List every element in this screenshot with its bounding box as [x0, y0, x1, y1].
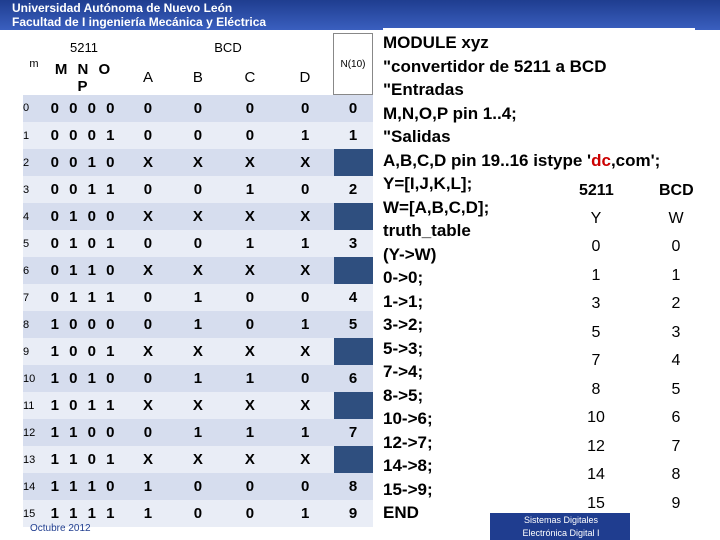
row-n10 [334, 149, 373, 176]
row-mnop: 1 0 1 1 [45, 392, 123, 419]
row-index: 10 [23, 365, 45, 392]
map-w-value: 7 [671, 437, 681, 455]
row-d: X [277, 446, 334, 473]
mapping-table [555, 178, 720, 518]
row-d: X [277, 203, 334, 230]
row-mnop: 1 1 0 1 [45, 446, 123, 473]
table-row [23, 284, 373, 311]
map-y-value: 5 [591, 323, 601, 341]
row-index: 13 [23, 446, 45, 473]
code-text: M,N,O,P pin 1..4; [383, 103, 517, 123]
header-d: D [277, 61, 334, 95]
row-index: 1 [23, 122, 45, 149]
row-d: 1 [277, 311, 334, 338]
map-y-label: Y [590, 210, 602, 227]
footer-course-1: Sistemas Digitales [523, 515, 599, 525]
code-text: 15->9; [383, 479, 433, 499]
row-n10: 5 [334, 311, 373, 338]
map-row [555, 238, 720, 264]
code-line [383, 56, 695, 78]
table-row [23, 230, 373, 257]
row-b: 0 [173, 122, 223, 149]
row-index: 12 [23, 419, 45, 446]
m-header: m [23, 34, 45, 95]
map-row [555, 324, 720, 350]
map-row [555, 381, 720, 407]
row-mnop: 1 1 0 0 [45, 419, 123, 446]
code-line [383, 32, 695, 54]
row-c: X [223, 149, 277, 176]
row-a: 0 [123, 365, 173, 392]
table-row [23, 203, 373, 230]
map-w-label: W [668, 210, 684, 227]
table-row [23, 446, 373, 473]
row-c: 0 [223, 500, 277, 527]
code-text: 0->0; [383, 268, 424, 287]
table-row [23, 338, 373, 365]
map-w-value: 2 [671, 295, 681, 312]
map-row [555, 409, 720, 435]
row-d: 1 [277, 230, 334, 257]
table-row [23, 365, 373, 392]
map-w-value: 4 [671, 352, 681, 369]
code-text: Y=[I,J,K,L]; [383, 174, 473, 193]
row-index: 5 [23, 230, 45, 257]
row-index: 6 [23, 257, 45, 284]
row-index: 7 [23, 284, 45, 311]
code-text: 5->3; [383, 338, 424, 358]
row-index: 9 [23, 338, 45, 365]
map-y-value: 0 [591, 238, 601, 255]
code-text: 10->6; [383, 409, 433, 428]
row-b: 1 [173, 311, 223, 338]
code-text: 14->8; [383, 456, 433, 475]
row-c: 0 [223, 311, 277, 338]
row-d: 0 [277, 365, 334, 392]
row-mnop: 0 0 1 0 [45, 149, 123, 176]
faculty-name: Facultad de I ingeniería Mecánica y Eléctrica [12, 15, 267, 29]
map-w-value: 3 [671, 323, 681, 341]
code-text: MODULE xyz [383, 33, 489, 52]
row-b: X [173, 392, 223, 419]
row-b: 1 [173, 365, 223, 392]
code-text: END [383, 503, 419, 522]
row-n10: 6 [334, 365, 373, 392]
code-dc-keyword: dc [591, 150, 611, 170]
footer-date: Octubre 2012 [30, 523, 91, 534]
row-b: X [173, 257, 223, 284]
row-b: 0 [173, 473, 223, 500]
row-index: 4 [23, 203, 45, 230]
code-text: A,B,C,D pin 19..16 istype ' [383, 150, 592, 170]
code-text: truth_table [383, 221, 471, 240]
map-row [555, 295, 720, 321]
code-line [383, 150, 695, 172]
row-n10 [334, 446, 373, 473]
code-text: (Y->W) [383, 244, 437, 264]
row-mnop: 0 1 0 1 [45, 230, 123, 257]
row-a: 0 [123, 419, 173, 446]
row-c: 1 [223, 230, 277, 257]
row-d: 0 [277, 95, 334, 123]
row-d: X [277, 257, 334, 284]
table-row [23, 122, 373, 149]
code-text: ,com'; [610, 150, 661, 170]
code-text: "convertidor de 5211 a BCD [383, 56, 607, 76]
row-mnop: 0 0 1 1 [45, 176, 123, 203]
row-n10: 3 [334, 230, 373, 257]
map-w-value: 9 [671, 494, 681, 512]
map-w-value: 6 [671, 409, 681, 426]
map-row [555, 466, 720, 492]
table-row [23, 419, 373, 446]
map-w-value: 1 [671, 266, 681, 284]
row-b: 1 [173, 284, 223, 311]
header-5211: 5211 [45, 34, 123, 61]
row-mnop: 0 1 0 0 [45, 203, 123, 230]
row-n10: 1 [334, 122, 373, 149]
row-a: 1 [123, 473, 173, 500]
row-c: 1 [223, 365, 277, 392]
row-d: X [277, 338, 334, 365]
map-y-value: 15 [587, 494, 605, 512]
map-row [555, 267, 720, 293]
row-c: X [223, 338, 277, 365]
row-d: X [277, 392, 334, 419]
table-row [23, 311, 373, 338]
table-row [23, 176, 373, 203]
row-a: 0 [123, 230, 173, 257]
code-text: 3->2; [383, 315, 424, 334]
row-b: X [173, 446, 223, 473]
code-text: 1->1; [383, 291, 424, 311]
truth-table [23, 33, 373, 527]
row-b: X [173, 338, 223, 365]
row-c: 0 [223, 473, 277, 500]
row-index: 3 [23, 176, 45, 203]
row-n10 [334, 203, 373, 230]
code-text: 12->7; [383, 432, 433, 452]
row-c: 0 [223, 122, 277, 149]
row-a: 1 [123, 500, 173, 527]
row-b: X [173, 203, 223, 230]
map-w-value: 5 [671, 380, 681, 398]
row-a: 0 [123, 284, 173, 311]
code-text: "Salidas [383, 127, 451, 146]
header-c: C [223, 61, 277, 95]
row-index: 2 [23, 149, 45, 176]
code-text: 7->4; [383, 362, 424, 381]
row-mnop: 1 1 1 1 [45, 500, 123, 527]
row-c: X [223, 446, 277, 473]
row-a: X [123, 149, 173, 176]
row-d: 0 [277, 473, 334, 500]
map-y-value: 1 [591, 266, 601, 284]
map-y-value: 3 [591, 295, 601, 312]
row-c: X [223, 257, 277, 284]
code-text: "Entradas [383, 80, 464, 99]
row-d: 0 [277, 176, 334, 203]
code-text: W=[A,B,C,D]; [383, 197, 490, 217]
row-d: 0 [277, 284, 334, 311]
row-c: 0 [223, 284, 277, 311]
row-n10 [334, 392, 373, 419]
code-line [383, 126, 695, 148]
row-n10: 8 [334, 473, 373, 500]
header-b: B [173, 61, 223, 95]
row-index: 11 [23, 392, 45, 419]
row-index: 14 [23, 473, 45, 500]
row-d: X [277, 149, 334, 176]
row-b: 0 [173, 230, 223, 257]
row-b: X [173, 149, 223, 176]
row-mnop: 0 0 0 0 [45, 95, 123, 123]
table-row [23, 149, 373, 176]
code-text: 8->5; [383, 385, 424, 405]
code-line [383, 79, 695, 101]
row-d: 1 [277, 419, 334, 446]
table-row [23, 257, 373, 284]
table-row [23, 392, 373, 419]
row-a: X [123, 338, 173, 365]
map-row [555, 352, 720, 378]
row-a: X [123, 203, 173, 230]
row-a: X [123, 392, 173, 419]
row-n10: 7 [334, 419, 373, 446]
header-bar [0, 0, 720, 30]
row-b: 0 [173, 500, 223, 527]
row-n10: 9 [334, 500, 373, 527]
row-n10: 4 [334, 284, 373, 311]
row-a: X [123, 257, 173, 284]
row-a: 0 [123, 122, 173, 149]
row-n10: 2 [334, 176, 373, 203]
map-w-value: 8 [671, 466, 681, 483]
row-n10 [334, 257, 373, 284]
header-a: A [123, 61, 173, 95]
row-mnop: 0 1 1 1 [45, 284, 123, 311]
row-a: 0 [123, 311, 173, 338]
row-n10 [334, 338, 373, 365]
header-mnop: M N O P [45, 61, 123, 95]
row-d: 1 [277, 122, 334, 149]
row-mnop: 1 0 0 1 [45, 338, 123, 365]
row-b: 0 [173, 95, 223, 123]
row-a: 0 [123, 95, 173, 123]
map-head-5211: 5211 [579, 182, 614, 199]
row-c: 1 [223, 176, 277, 203]
header-bcd: BCD [123, 34, 334, 61]
table-row [23, 473, 373, 500]
row-c: 1 [223, 419, 277, 446]
row-index: 0 [23, 95, 45, 123]
map-y-value: 10 [587, 409, 605, 426]
row-mnop: 0 0 0 1 [45, 122, 123, 149]
row-mnop: 1 0 0 0 [45, 311, 123, 338]
footer-course-2: Electrónica Digital I [522, 528, 600, 538]
row-mnop: 1 0 1 0 [45, 365, 123, 392]
row-b: 1 [173, 419, 223, 446]
map-row [555, 438, 720, 464]
university-name: Universidad Autónoma de Nuevo León [12, 1, 233, 15]
header-n10: N(10) [334, 34, 373, 95]
row-c: 0 [223, 95, 277, 123]
code-line [383, 103, 695, 125]
table-row [23, 95, 373, 123]
row-n10: 0 [334, 95, 373, 123]
row-a: X [123, 446, 173, 473]
row-b: 0 [173, 176, 223, 203]
row-index: 8 [23, 311, 45, 338]
row-mnop: 1 1 1 0 [45, 473, 123, 500]
map-y-value: 12 [587, 437, 605, 455]
map-y-value: 7 [591, 352, 601, 369]
map-w-value: 0 [671, 238, 681, 255]
row-a: 0 [123, 176, 173, 203]
row-index: 15 [23, 500, 45, 527]
map-y-value: 14 [587, 466, 605, 483]
row-d: 1 [277, 500, 334, 527]
map-head-bcd: BCD [659, 182, 694, 199]
row-c: X [223, 392, 277, 419]
row-c: X [223, 203, 277, 230]
row-mnop: 0 1 1 0 [45, 257, 123, 284]
map-y-value: 8 [591, 380, 601, 398]
